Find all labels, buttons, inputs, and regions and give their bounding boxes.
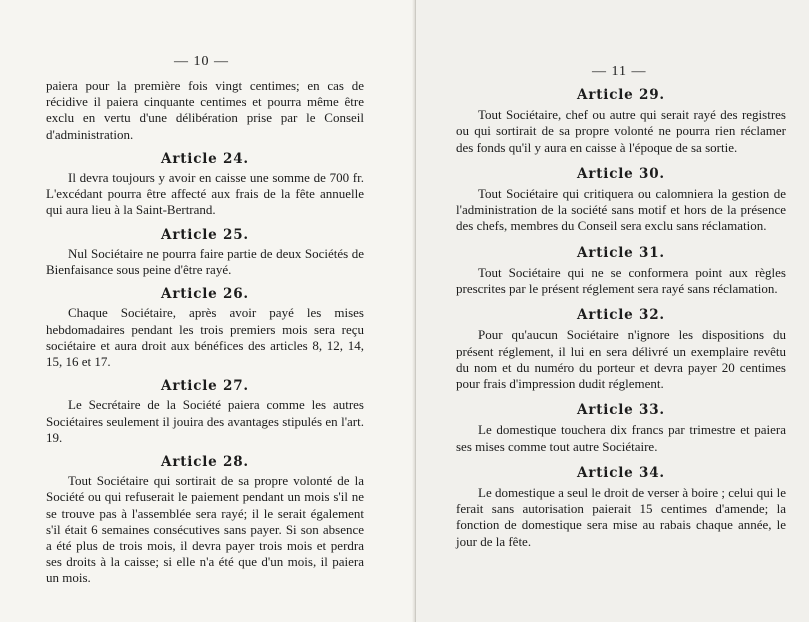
left-page-content bbox=[46, 78, 364, 587]
article-text: Nul Sociétaire ne pourra faire partie de deux Sociétés de Bienfaisance sous peine d'être rayé. bbox=[46, 245, 364, 278]
article-text: Pour qu'aucun Sociétaire n'ignore les dispositions du présent réglement, il lui en sera délivré un exemplaire revêtu du nom et du numéro du porteur et devra payer 20 centimes pour frais d'impression dudit réglement. bbox=[456, 327, 786, 392]
article-heading: Article 33. bbox=[577, 402, 665, 419]
intro-paragraph: paiera pour la première fois vingt centimes; en cas de récidive il paiera cinquante centimes et pourra même être exclu en vertu d'une délibération prise par le Conseil d'administration. bbox=[46, 78, 364, 142]
article-text: Le domestique touchera dix francs par trimestre et paiera ses mises comme tout autre Sociétaire. bbox=[456, 422, 786, 454]
article-heading: Article 28. bbox=[161, 454, 249, 471]
article-heading: Article 32. bbox=[577, 307, 665, 324]
article-text: Chaque Sociétaire, après avoir payé les mises hebdomadaires pendant les trois premiers mois sera reçu sociétaire et aura droit aux bénéfices des articles 8, 12, 14, 15, 16 et 17. bbox=[46, 305, 364, 370]
article-text: Tout Sociétaire qui sortirait de sa propre volonté de la Société ou qui refuserait le paiement pendant un mois s'il ne se trouve pas à l'assemblée sera rayé; il le serait également s'il était 6 semaines consécutives sans payer. Si son absence a été plus de trois mois, il devra payer trois mois et perdra ses droits à la caisse; si elle n'a été que d'un mois, il paiera un mois. bbox=[46, 473, 364, 586]
article-text: Tout Sociétaire qui critiquera ou calomniera la gestion de l'administration de la société sans motif et hors de la présence des chefs, membres du Conseil sera exclu sans réclamation. bbox=[456, 186, 786, 234]
page-number: — 11 — bbox=[592, 64, 647, 79]
article-text: Le domestique a seul le droit de verser à boire ; celui qui le ferait sans autorisation paierait 15 centimes d'amende; la fonction de domestique sera mise au rabais chaque année, le jour de la fête. bbox=[456, 485, 786, 549]
article-heading: Article 26. bbox=[161, 286, 249, 303]
article-text: Le Secrétaire de la Société paiera comme les autres Sociétaires seulement il jouira des avantages stipulés en l'art. 19. bbox=[46, 397, 364, 445]
article-heading: Article 34. bbox=[577, 464, 665, 481]
page-number: — 10 — bbox=[174, 54, 229, 69]
right-page-content bbox=[456, 87, 786, 550]
article-text: Tout Sociétaire, chef ou autre qui serait rayé des registres ou qui sortirait de sa propre volonté ne pourra rien réclamer des fonds qu'il y aura en caisse à l'époque de sa sortie. bbox=[456, 107, 786, 155]
right-page bbox=[416, 0, 809, 622]
article-heading: Article 27. bbox=[161, 378, 249, 395]
article-heading: Article 25. bbox=[161, 226, 249, 243]
article-heading: Article 30. bbox=[577, 165, 665, 182]
article-heading: Article 29. bbox=[577, 87, 665, 103]
article-text: Il devra toujours y avoir en caisse une somme de 700 fr. L'excédant pourra être affecté aux frais de la fête annuelle qui aura lieu à la Saint-Bertrand. bbox=[46, 170, 364, 218]
article-heading: Article 24. bbox=[161, 150, 249, 167]
article-heading: Article 31. bbox=[577, 244, 665, 261]
article-text: Tout Sociétaire qui ne se conformera point aux règles prescrites par le présent réglement sera rayé sans réclamation. bbox=[456, 264, 786, 297]
